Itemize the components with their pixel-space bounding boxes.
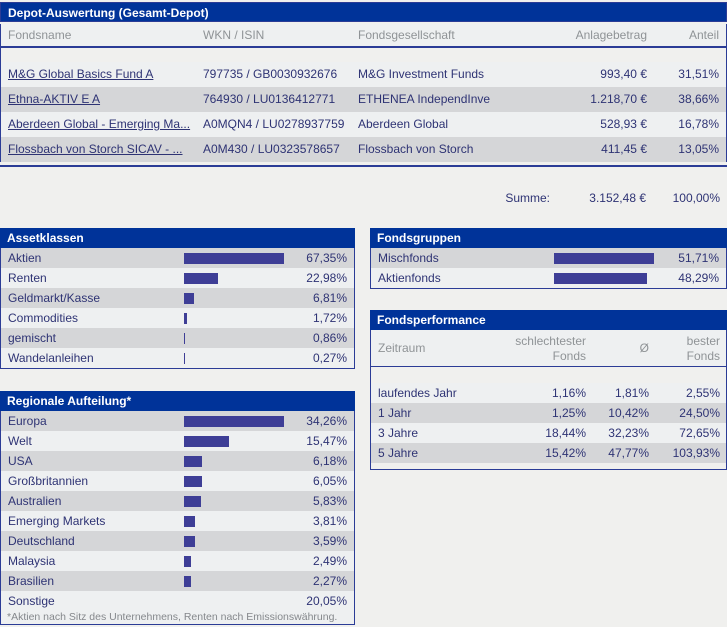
bar-label: Australien bbox=[1, 494, 184, 508]
anteil-cell: 13,05% bbox=[647, 137, 726, 162]
bar-row bbox=[1, 491, 354, 511]
bester-cell: 24,50% bbox=[649, 403, 726, 423]
fondsperformance-panel bbox=[370, 310, 727, 470]
bar-percent: 1,72% bbox=[284, 311, 354, 325]
column-header-durchschnitt: Ø bbox=[586, 330, 649, 366]
value-bar bbox=[184, 333, 185, 344]
zeitraum-cell: 1 Jahr bbox=[371, 403, 478, 423]
summe-anteil: 100,00% bbox=[646, 190, 720, 206]
value-bar bbox=[554, 253, 654, 264]
gesellschaft-cell: ETHENEA IndependInve bbox=[358, 87, 530, 112]
column-header-wkn-isin: WKN / ISIN bbox=[203, 24, 358, 46]
fund-name-link[interactable]: Flossbach von Storch SICAV - ... bbox=[8, 142, 183, 156]
regionale-panel bbox=[0, 391, 355, 625]
bar-row bbox=[1, 248, 354, 268]
value-bar bbox=[184, 496, 201, 507]
bar-percent: 34,26% bbox=[284, 414, 354, 428]
bar-row bbox=[1, 451, 354, 471]
bester-cell: 72,65% bbox=[649, 423, 726, 443]
performance-bottom-pad bbox=[371, 463, 726, 469]
durchschnitt-cell: 1,81% bbox=[586, 383, 649, 403]
bar-label: Commodities bbox=[1, 311, 184, 325]
betrag-cell: 1.218,70 € bbox=[530, 87, 647, 112]
wkn-isin-cell: 764930 / LU0136412771 bbox=[203, 87, 358, 112]
value-bar bbox=[184, 556, 191, 567]
betrag-cell: 993,40 € bbox=[530, 62, 647, 87]
bar-percent: 2,49% bbox=[284, 554, 354, 568]
bar-percent: 22,98% bbox=[284, 271, 354, 285]
bar-percent: 2,27% bbox=[284, 574, 354, 588]
wkn-isin-cell: A0M430 / LU0323578657 bbox=[203, 137, 358, 162]
value-bar bbox=[184, 273, 218, 284]
schlechtester-cell: 1,16% bbox=[478, 383, 586, 403]
value-bar bbox=[554, 273, 647, 284]
bar-row bbox=[1, 531, 354, 551]
anteil-cell: 31,51% bbox=[647, 62, 726, 87]
bar-percent: 0,27% bbox=[284, 351, 354, 365]
bar-percent: 48,29% bbox=[654, 271, 726, 285]
column-header-zeitraum: Zeitraum bbox=[371, 330, 478, 366]
bar-label: Mischfonds bbox=[371, 251, 554, 265]
bar-percent: 15,47% bbox=[284, 434, 354, 448]
wkn-isin-cell: 797735 / GB0030932676 bbox=[203, 62, 358, 87]
zeitraum-cell: 5 Jahre bbox=[371, 443, 478, 463]
value-bar bbox=[184, 313, 187, 324]
column-header-bester-fonds: bester Fonds bbox=[649, 330, 726, 366]
performance-row bbox=[371, 403, 726, 423]
bar-label: gemischt bbox=[1, 331, 184, 345]
funds-table bbox=[0, 24, 727, 162]
bar-label: Sonstige bbox=[1, 594, 184, 608]
gesellschaft-cell: Flossbach von Storch bbox=[358, 137, 530, 162]
column-header-schlechtester-fonds: schlechtester Fonds bbox=[478, 330, 586, 366]
betrag-cell: 411,45 € bbox=[530, 137, 647, 162]
value-bar bbox=[184, 576, 191, 587]
fund-name-link[interactable]: M&G Global Basics Fund A bbox=[8, 67, 153, 81]
page-title: Depot-Auswertung (Gesamt-Depot) bbox=[0, 2, 727, 22]
bar-row bbox=[1, 471, 354, 491]
bar-row bbox=[1, 431, 354, 451]
bester-cell: 2,55% bbox=[649, 383, 726, 403]
bar-row bbox=[371, 248, 726, 268]
column-header-fondsname: Fondsname bbox=[1, 24, 203, 46]
table-row bbox=[1, 62, 726, 87]
bar-row bbox=[1, 268, 354, 288]
performance-row bbox=[371, 383, 726, 403]
bar-label: Welt bbox=[1, 434, 184, 448]
value-bar bbox=[184, 456, 202, 467]
bar-percent: 51,71% bbox=[654, 251, 726, 265]
durchschnitt-cell: 32,23% bbox=[586, 423, 649, 443]
summe-area bbox=[0, 167, 727, 228]
assetklassen-title: Assetklassen bbox=[0, 228, 355, 248]
value-bar bbox=[184, 516, 195, 527]
bar-row bbox=[1, 511, 354, 531]
column-header-fondsgesellschaft: Fondsgesellschaft bbox=[358, 24, 530, 46]
assetklassen-panel bbox=[0, 228, 355, 369]
bester-cell: 103,93% bbox=[649, 443, 726, 463]
table-spacer bbox=[1, 48, 726, 62]
bar-percent: 67,35% bbox=[284, 251, 354, 265]
bar-row bbox=[1, 288, 354, 308]
anteil-cell: 16,78% bbox=[647, 112, 726, 137]
bar-row bbox=[1, 551, 354, 571]
funds-table-header bbox=[1, 24, 726, 48]
performance-spacer bbox=[371, 367, 726, 383]
value-bar bbox=[184, 253, 284, 264]
table-row bbox=[1, 87, 726, 112]
bar-label: Europa bbox=[1, 414, 184, 428]
bar-label: Aktienfonds bbox=[371, 271, 554, 285]
durchschnitt-cell: 10,42% bbox=[586, 403, 649, 423]
fondsperformance-header bbox=[371, 330, 726, 367]
bar-percent: 3,81% bbox=[284, 514, 354, 528]
fondsgruppen-title: Fondsgruppen bbox=[370, 228, 727, 248]
bar-label: Emerging Markets bbox=[1, 514, 184, 528]
bar-label: Renten bbox=[1, 271, 184, 285]
anteil-cell: 38,66% bbox=[647, 87, 726, 112]
bar-row bbox=[1, 411, 354, 431]
bar-label: Brasilien bbox=[1, 574, 184, 588]
bar-row bbox=[1, 348, 354, 368]
bar-row bbox=[1, 591, 354, 611]
bar-label: Deutschland bbox=[1, 534, 184, 548]
bar-label: Großbritannien bbox=[1, 474, 184, 488]
gesellschaft-cell: M&G Investment Funds bbox=[358, 62, 530, 87]
fondsgruppen-panel bbox=[370, 228, 727, 289]
bar-row bbox=[1, 308, 354, 328]
column-header-anlagebetrag: Anlagebetrag bbox=[530, 24, 647, 46]
column-header-anteil: Anteil bbox=[647, 24, 726, 46]
summe-betrag: 3.152,48 € bbox=[550, 190, 646, 206]
summe-label: Summe: bbox=[505, 190, 550, 206]
schlechtester-cell: 18,44% bbox=[478, 423, 586, 443]
fund-name-link[interactable]: Ethna-AKTIV E A bbox=[8, 92, 100, 106]
value-bar bbox=[184, 436, 229, 447]
zeitraum-cell: 3 Jahre bbox=[371, 423, 478, 443]
value-bar bbox=[184, 536, 195, 547]
table-row bbox=[1, 112, 726, 137]
fondsperformance-title: Fondsperformance bbox=[370, 310, 727, 330]
bar-percent: 6,81% bbox=[284, 291, 354, 305]
bar-label: Wandelanleihen bbox=[1, 351, 184, 365]
performance-row bbox=[371, 443, 726, 463]
performance-row bbox=[371, 423, 726, 443]
bar-percent: 20,05% bbox=[284, 594, 354, 608]
regionale-title: Regionale Aufteilung* bbox=[0, 391, 355, 411]
zeitraum-cell: laufendes Jahr bbox=[371, 383, 478, 403]
bar-label: USA bbox=[1, 454, 184, 468]
value-bar bbox=[184, 476, 202, 487]
fund-name-link[interactable]: Aberdeen Global - Emerging Ma... bbox=[8, 117, 190, 131]
bar-percent: 0,86% bbox=[284, 331, 354, 345]
value-bar bbox=[184, 416, 284, 427]
regionale-footnote: *Aktien nach Sitz des Unternehmens, Renten nach Emissionswährung. bbox=[1, 611, 354, 624]
bar-percent: 3,59% bbox=[284, 534, 354, 548]
bar-label: Aktien bbox=[1, 251, 184, 265]
durchschnitt-cell: 47,77% bbox=[586, 443, 649, 463]
betrag-cell: 528,93 € bbox=[530, 112, 647, 137]
schlechtester-cell: 15,42% bbox=[478, 443, 586, 463]
bar-row bbox=[1, 571, 354, 591]
bar-label: Geldmarkt/Kasse bbox=[1, 291, 184, 305]
value-bar bbox=[184, 293, 194, 304]
schlechtester-cell: 1,25% bbox=[478, 403, 586, 423]
bar-row bbox=[371, 268, 726, 288]
bar-percent: 6,05% bbox=[284, 474, 354, 488]
gesellschaft-cell: Aberdeen Global bbox=[358, 112, 530, 137]
bar-row bbox=[1, 328, 354, 348]
depot-auswertung-page bbox=[0, 2, 727, 627]
bar-percent: 6,18% bbox=[284, 454, 354, 468]
wkn-isin-cell: A0MQN4 / LU0278937759 bbox=[203, 112, 358, 137]
table-row bbox=[1, 137, 726, 162]
bar-label: Malaysia bbox=[1, 554, 184, 568]
bar-percent: 5,83% bbox=[284, 494, 354, 508]
